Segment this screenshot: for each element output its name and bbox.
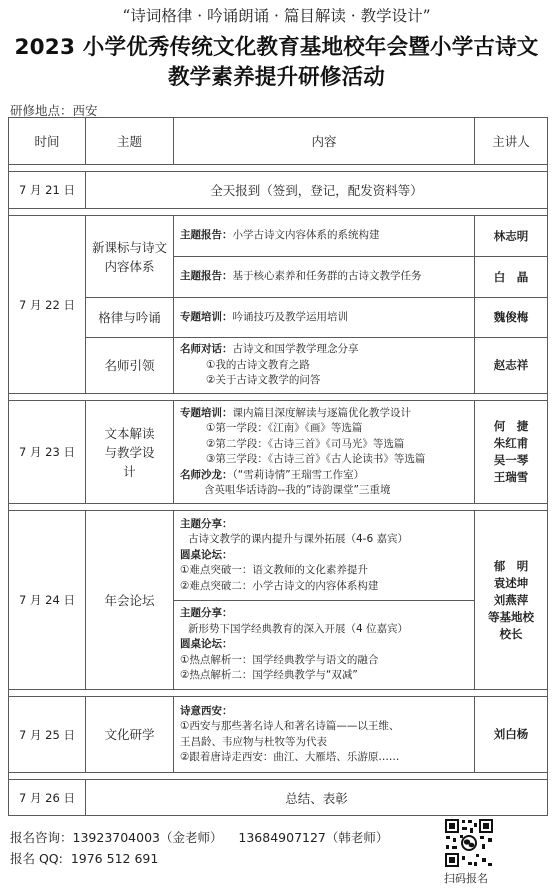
content-text: 课内篇目深度解读与逐篇优化教学设计	[232, 406, 411, 419]
topic-cell: 新课标与诗文内容体系	[86, 216, 174, 298]
title-line-1: 2023 小学优秀传统文化教育基地校年会暨小学古诗文	[14, 35, 539, 60]
content-line	[180, 704, 470, 720]
date-cell: 7 月 22 日	[9, 216, 86, 394]
table-row	[9, 780, 548, 816]
speaker-cell: 白 晶	[475, 257, 548, 298]
content-line	[180, 606, 470, 622]
content-line	[180, 342, 470, 358]
content-cell	[174, 697, 475, 773]
content-label: 专题培训：	[180, 406, 233, 419]
content-label: 名师对话：	[180, 343, 233, 356]
row-gap	[9, 209, 548, 216]
table-row	[9, 216, 548, 257]
qq-label: 报名 QQ:	[10, 851, 63, 866]
speaker-cell: 魏俊梅	[475, 298, 548, 338]
content-cell: 全天报到（签到，登记，配发资料等）	[86, 172, 548, 209]
row-gap	[9, 690, 548, 697]
content-label: 主题分享：	[180, 517, 233, 530]
qq-line	[10, 849, 158, 867]
speaker-name: 等基地校	[488, 609, 534, 624]
table-row	[9, 697, 548, 773]
header-topic: 主题	[86, 118, 174, 165]
row-gap	[9, 504, 548, 511]
header-speaker: 主讲人	[475, 118, 548, 165]
date-cell: 7 月 25 日	[9, 697, 86, 773]
content-cell	[174, 216, 475, 257]
content-text: 小学古诗文内容体系的系统构建	[232, 229, 380, 242]
content-label: 诗意西安：	[180, 704, 233, 717]
content-label: 名师沙龙：	[180, 468, 233, 481]
phone-2: 13684907127（韩老师）	[238, 830, 389, 845]
topic-cell: 格律与吟诵	[86, 298, 174, 338]
content-line	[180, 468, 470, 484]
content-line	[180, 637, 470, 653]
content-line	[180, 548, 470, 564]
content-line: ①我的古诗文教育之路	[206, 358, 310, 371]
content-line: 王昌龄、韦应物与杜牧等为代表	[180, 735, 327, 748]
header-content: 内容	[174, 118, 475, 165]
speaker-cell: 赵志祥	[475, 338, 548, 394]
speaker-cell: 刘白杨	[475, 697, 548, 773]
content-line: ②关于古诗文教学的问答	[206, 374, 321, 387]
speaker-cell	[475, 511, 548, 690]
contact-label: 报名咨询：	[10, 830, 73, 845]
content-cell	[174, 601, 475, 690]
content-line: ②跟着唐诗走西安：曲江、大雁塔、乐游原……	[180, 751, 400, 763]
table-row	[9, 298, 548, 338]
speaker-name: 刘燕萍	[493, 592, 529, 607]
content-line: 新形势下国学经典教育的深入开展（4 位嘉宾）	[188, 622, 409, 635]
content-line: ①第一学段：《江南》《画》等选篇	[206, 422, 363, 434]
date-cell: 7 月 23 日	[9, 401, 86, 504]
title-line-2: 教学素养提升研修活动	[167, 65, 385, 90]
qr-code-icon	[444, 818, 494, 868]
content-label: 专题培训：	[180, 310, 233, 323]
content-line: ①西安与那些著名诗人和著名诗篇——以王维、	[180, 720, 400, 732]
speaker-name: 何 捷	[493, 419, 529, 433]
row-gap	[9, 394, 548, 401]
content-line	[180, 517, 470, 533]
content-label: 圆桌论坛：	[180, 548, 233, 561]
row-gap	[9, 773, 548, 780]
qq-number: 1976 512 691	[70, 851, 159, 866]
table-header-row	[9, 118, 548, 165]
speaker-name: 校长	[499, 626, 523, 641]
speaker-name: 王瑞雪	[493, 470, 529, 484]
content-line: ②热点解析二：国学经典教学与“双减”	[180, 669, 358, 682]
content-line: 古诗文教学的课内提升与课外拓展（4-6 嘉宾）	[188, 533, 408, 546]
speaker-name: 吴一琴	[493, 453, 529, 467]
content-line: ①难点突破一：语文教师的文化素养提升	[180, 564, 368, 577]
speaker-name: 袁述坤	[493, 575, 529, 590]
content-label: 主题报告：	[180, 229, 233, 242]
content-line	[180, 406, 470, 422]
content-cell	[174, 511, 475, 601]
table-row	[9, 511, 548, 601]
content-line: 含英咀华话诗韵--我的”诗韵课堂”三重境	[204, 484, 391, 496]
content-line: ②难点突破二：小学古诗文的内容体系构建	[180, 579, 379, 592]
speaker-cell: 林志明	[475, 216, 548, 257]
table-row	[9, 401, 548, 504]
location-label: 研修地点：西安	[10, 103, 98, 118]
content-label: 主题报告：	[180, 270, 233, 283]
content-line: ②第二学段：《古诗三首》《司马光》等选篇	[206, 437, 405, 450]
content-label: 圆桌论坛：	[180, 638, 233, 651]
content-text: （“雪莉诗情”王瑞雪工作室）	[232, 468, 365, 481]
content-line: ③第三学段：《古诗三首》《古人论读书》等选篇	[206, 453, 426, 465]
header-time: 时间	[9, 118, 86, 165]
row-gap	[9, 165, 548, 172]
content-text: 基于核心素养和任务群的古诗文教学任务	[232, 270, 422, 283]
date-cell: 7 月 24 日	[9, 511, 86, 690]
contact-line	[10, 828, 388, 846]
content-line: ①热点解析一：国学经典教学与语文的融合	[180, 653, 379, 666]
topic-cell: 名师引领	[86, 338, 174, 394]
table-row	[9, 172, 548, 209]
content-cell	[174, 401, 475, 504]
speaker-cell	[475, 401, 548, 504]
table-row	[9, 338, 548, 394]
content-text: 古诗文和国学教学理念分享	[232, 343, 359, 356]
content-cell	[174, 298, 475, 338]
schedule-table	[8, 117, 548, 816]
content-cell	[174, 338, 475, 394]
qr-label: 扫码报名	[444, 872, 488, 885]
date-cell: 7 月 26 日	[9, 780, 86, 816]
content-label: 主题分享：	[180, 607, 233, 620]
date-cell: 7 月 21 日	[9, 172, 86, 209]
speaker-name: 郁 明	[493, 558, 529, 573]
slogan: “诗词格律 · 吟诵朗诵 · 篇目解读 · 教学设计”	[122, 7, 431, 25]
phone-1: 13923704003（金老师）	[72, 830, 223, 845]
content-text: 吟诵技巧及教学运用培训	[232, 310, 348, 323]
topic-cell: 文本解读与教学设计	[86, 401, 174, 504]
content-cell	[174, 257, 475, 298]
topic-cell: 年会论坛	[86, 511, 174, 690]
topic-cell: 文化研学	[86, 697, 174, 773]
speaker-name: 朱红甫	[493, 436, 529, 450]
content-cell: 总结、表彰	[86, 780, 548, 816]
